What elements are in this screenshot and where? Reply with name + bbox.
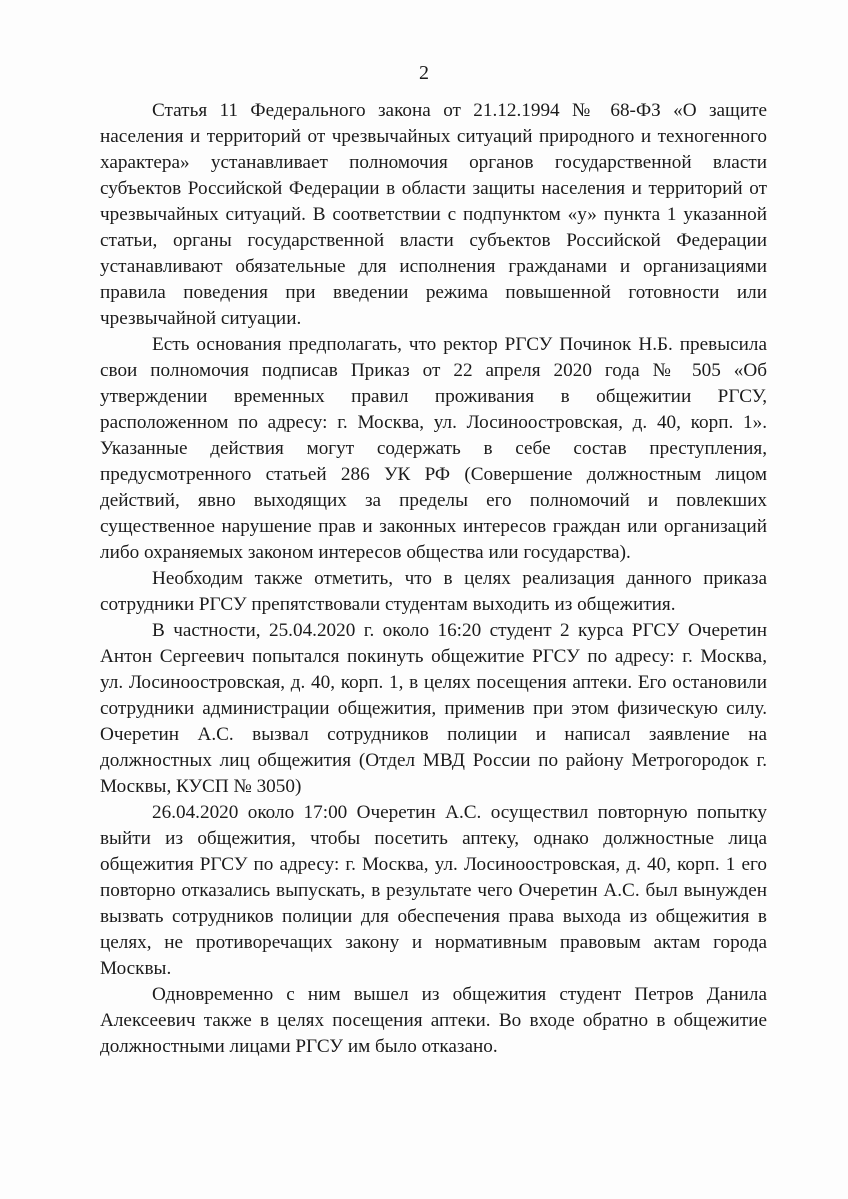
paragraph-rector-order: Есть основания предполагать, что ректор РГСУ Починок Н.Б. превысила свои полномочия подписав Приказ от 22 апреля 2020 года № 505 «Об утверждении временных правил проживания в общежитии РГСУ, расположенном по адресу: г. Москва, ул. Лосиноостровская, д. 40, корп. 1». Указанные действия могут содержать в себе состав преступления, предусмотренного статьей 286 УК РФ (Совершение должностным лицом действий, явно выходящих за пределы его полномочий и повлекших существенное нарушение прав и законных интересов граждан или организаций либо охраняемых законом интересов общества или государства). — [100, 334, 767, 563]
paragraph-incident-25-04: В частности, 25.04.2020 г. около 16:20 студент 2 курса РГСУ Очеретин Антон Сергеевич попытался покинуть общежитие РГСУ по адресу: г. Москва, ул. Лосиноостровская, д. 40, корп. 1, в целях посещения аптеки. Его остановили сотрудники администрации общежития, применив при этом физическую силу. Очеретин А.С. вызвал сотрудников полиции и написал заявление на должностных лиц общежития (Отдел МВД России по району Метрогородок г. Москвы, КУСП № 3050) — [100, 620, 767, 797]
paragraph-article-11: Статья 11 Федерального закона от 21.12.1994 № 68-ФЗ «О защите населения и территорий от чрезвычайных ситуаций природного и техногенного характера» устанавливает полномочия органов государственной власти субъектов Российской Федерации в области защиты населения и территорий от чрезвычайных ситуаций. В соответствии с подпунктом «у» пункта 1 указанной статьи, органы государственной власти субъектов Российской Федерации устанавливают обязательные для исполнения гражданами и организациями правила поведения при введении режима повышенной готовности или чрезвычайной ситуации. — [100, 100, 767, 329]
page-number: 2 — [419, 62, 429, 84]
document-body — [100, 98, 767, 1060]
paragraph-incident-26-04: 26.04.2020 около 17:00 Очеретин А.С. осуществил повторную попытку выйти из общежития, чтобы посетить аптеку, однако должностные лица общежития РГСУ по адресу: г. Москва, ул. Лосиноостровская, д. 40, корп. 1 его повторно отказались выпускать, в результате чего Очеретин А.С. был вынужден вызвать сотрудников полиции для обеспечения права выхода из общежития в целях, не противоречащих закону и нормативным правовым актам города Москвы. — [100, 802, 767, 979]
paragraph-petrov: Одновременно с ним вышел из общежития студент Петров Данила Алексеевич также в целях посещения аптеки. Во входе обратно в общежитие должностными лицами РГСУ им было отказано. — [100, 984, 767, 1057]
paragraph-obstruction: Необходим также отметить, что в целях реализация данного приказа сотрудники РГСУ препятствовали студентам выходить из общежития. — [100, 568, 767, 615]
